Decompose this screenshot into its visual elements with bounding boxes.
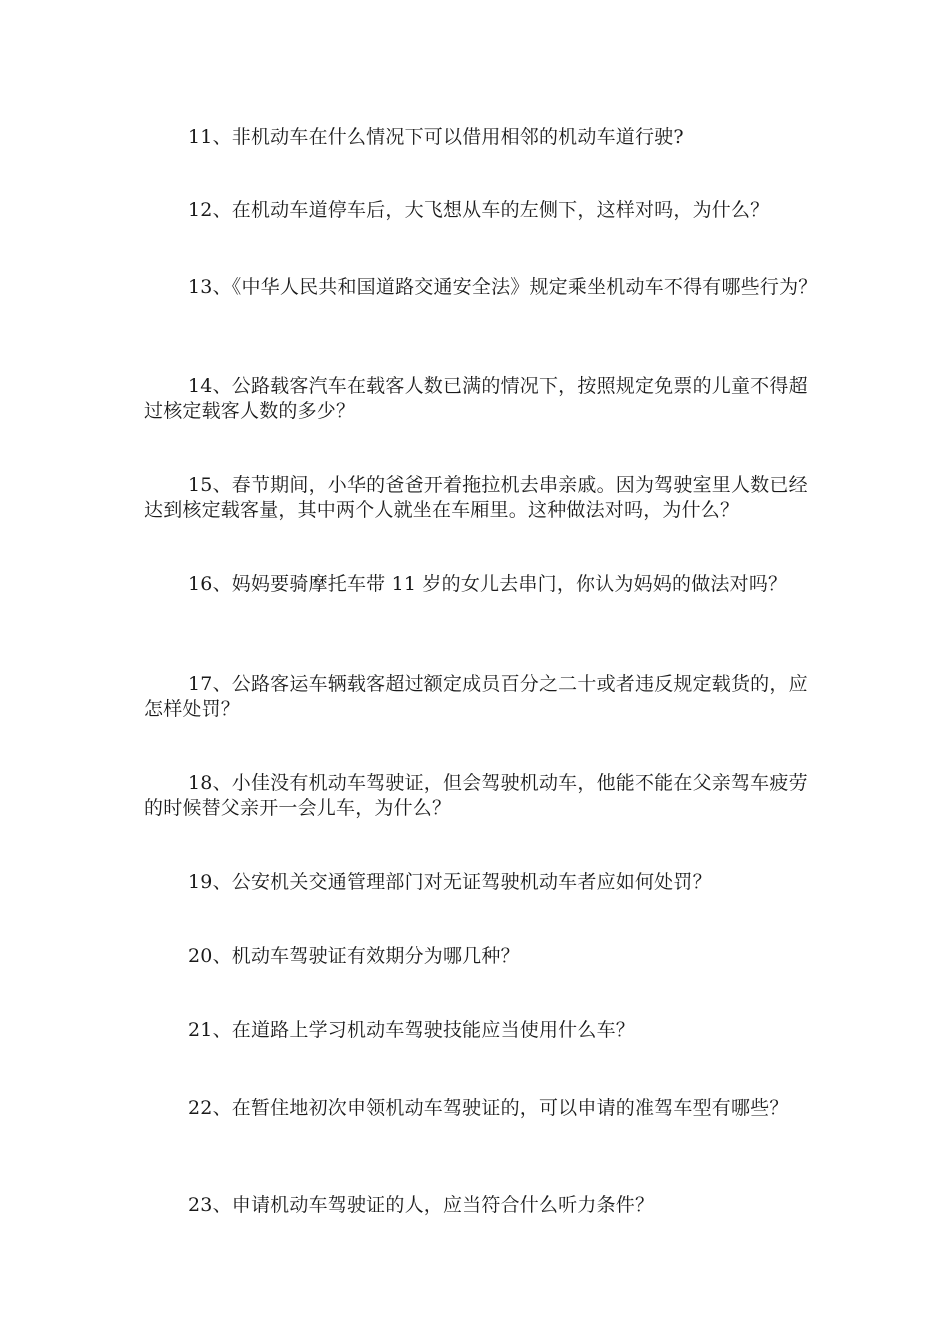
question-11: 11、非机动车在什么情况下可以借用相邻的机动车道行驶?	[188, 126, 684, 148]
question-14: 14、公路载客汽车在载客人数已满的情况下，按照规定免票的儿童不得超过核定载客人数的多少？	[144, 375, 808, 422]
question-22: 22、在暂住地初次申领机动车驾驶证的，可以申请的准驾车型有哪些？	[188, 1097, 789, 1119]
question-20: 20、机动车驾驶证有效期分为哪几种？	[188, 945, 520, 967]
question-17: 17、公路客运车辆载客超过额定成员百分之二十或者违反规定载货的，应怎样处罚？	[144, 673, 808, 720]
question-15: 15、春节期间，小华的爸爸开着拖拉机去串亲戚。因为驾驶室里人数已经达到核定载客量，其中两个人就坐在车厢里。这种做法对吗，为什么？	[144, 474, 808, 521]
question-19: 19、公安机关交通管理部门对无证驾驶机动车者应如何处罚？	[188, 871, 712, 893]
question-21: 21、在道路上学习机动车驾驶技能应当使用什么车？	[188, 1019, 635, 1041]
question-18: 18、小佳没有机动车驾驶证，但会驾驶机动车，他能不能在父亲驾车疲劳的时候替父亲开一会儿车，为什么？	[144, 772, 808, 819]
question-23: 23、申请机动车驾驶证的人，应当符合什么听力条件？	[188, 1194, 655, 1216]
question-16: 16、妈妈要骑摩托车带 11 岁的女儿去串门，你认为妈妈的做法对吗？	[188, 573, 788, 595]
question-12: 12、在机动车道停车后，大飞想从车的左侧下，这样对吗，为什么？	[188, 199, 770, 221]
question-13: 13、《中华人民共和国道路交通安全法》规定乘坐机动车不得有哪些行为？	[188, 276, 818, 298]
